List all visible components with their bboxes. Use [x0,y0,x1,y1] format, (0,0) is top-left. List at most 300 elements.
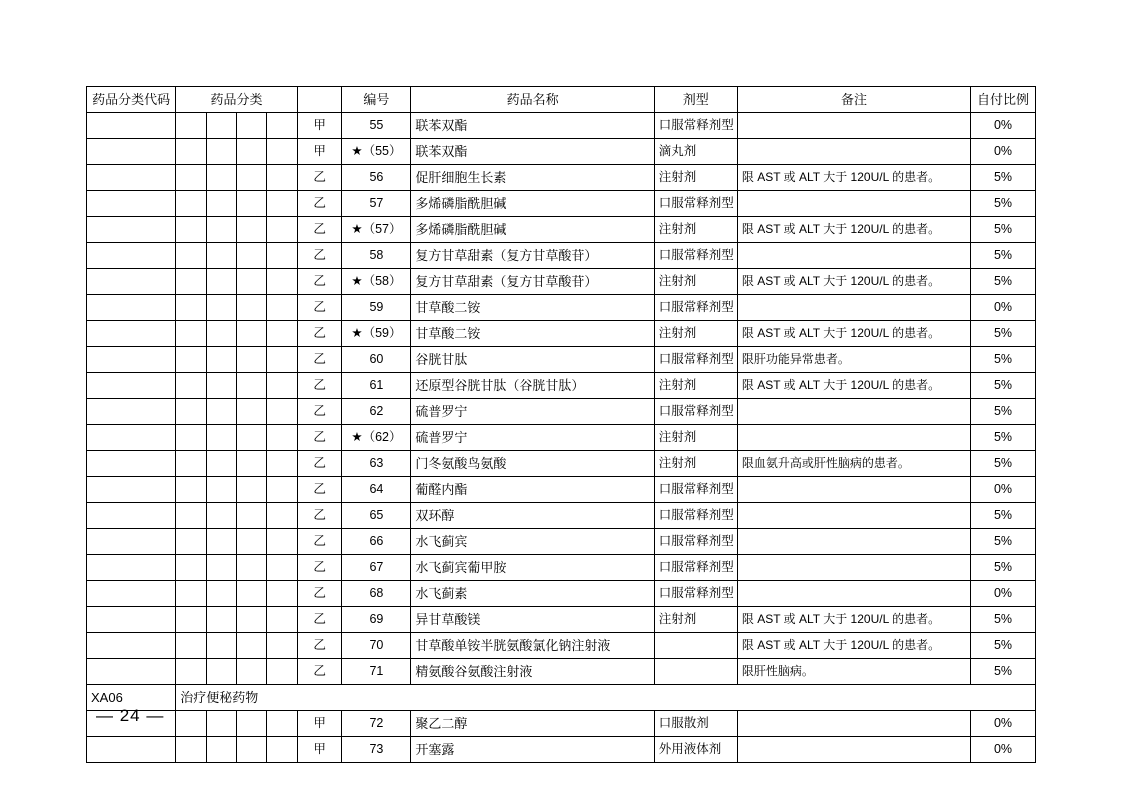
self-pay-ratio-cell: 5% [971,373,1036,399]
self-pay-ratio-cell: 5% [971,321,1036,347]
drug-number-cell: ★（59） [342,321,411,347]
self-pay-ratio-cell: 5% [971,347,1036,373]
self-pay-ratio-cell: 5% [971,451,1036,477]
category-level4-cell [267,425,297,451]
category-code-cell [87,113,176,139]
category-level1-cell [176,711,206,737]
category-level3-cell [237,477,267,503]
table-row [87,659,1036,685]
category-level3-cell [237,425,267,451]
self-pay-ratio-cell: 5% [971,269,1036,295]
drug-number-cell: 73 [342,737,411,763]
table-row [87,113,1036,139]
category-code-cell [87,165,176,191]
drug-name-cell: 多烯磷脂酰胆碱 [411,191,654,217]
category-level1-cell [176,373,206,399]
drug-level-cell: 乙 [297,321,342,347]
dosage-form-cell: 口服常释剂型 [654,243,737,269]
drug-name-cell: 甘草酸二铵 [411,321,654,347]
dosage-form-cell: 注射剂 [654,165,737,191]
category-level2-cell [206,737,236,763]
self-pay-ratio-cell: 5% [971,607,1036,633]
drug-level-cell: 乙 [297,451,342,477]
table-row [87,399,1036,425]
category-level4-cell [267,711,297,737]
dosage-form-cell: 外用液体剂 [654,737,737,763]
header-self-pay-ratio: 自付比例 [971,87,1036,113]
category-level1-cell [176,425,206,451]
drug-level-cell: 乙 [297,191,342,217]
table-row [87,477,1036,503]
category-level3-cell [237,269,267,295]
drug-name-cell: 谷胱甘肽 [411,347,654,373]
category-level2-cell [206,269,236,295]
drug-level-cell: 乙 [297,477,342,503]
table-row [87,217,1036,243]
drug-number-cell: 67 [342,555,411,581]
category-level4-cell [267,607,297,633]
category-level4-cell [267,295,297,321]
header-dosage-form: 剂型 [654,87,737,113]
drug-number-cell: 56 [342,165,411,191]
category-level4-cell [267,191,297,217]
category-code-cell [87,425,176,451]
dosage-form-cell [654,633,737,659]
table-row [87,139,1036,165]
category-level3-cell [237,191,267,217]
drug-level-cell: 乙 [297,243,342,269]
self-pay-ratio-cell: 0% [971,139,1036,165]
category-level1-cell [176,321,206,347]
category-level4-cell [267,373,297,399]
table-row [87,451,1036,477]
drug-name-cell: 水飞蓟素 [411,581,654,607]
drug-name-cell: 精氨酸谷氨酸注射液 [411,659,654,685]
remark-cell [737,191,970,217]
self-pay-ratio-cell: 5% [971,217,1036,243]
category-code-cell [87,737,176,763]
drug-level-cell: 甲 [297,711,342,737]
remark-cell: 限 AST 或 ALT 大于 120U/L 的患者。 [737,633,970,659]
self-pay-ratio-cell: 0% [971,295,1036,321]
category-level2-cell [206,399,236,425]
drug-number-cell: ★（58） [342,269,411,295]
table-row [87,425,1036,451]
drug-level-cell: 甲 [297,737,342,763]
drug-name-cell: 异甘草酸镁 [411,607,654,633]
category-code-cell [87,347,176,373]
drug-level-cell: 乙 [297,633,342,659]
category-level2-cell [206,607,236,633]
table-row [87,373,1036,399]
drug-name-cell: 葡醛内酯 [411,477,654,503]
category-level3-cell [237,607,267,633]
category-level3-cell [237,711,267,737]
drug-catalog-table-wrapper [86,86,1036,763]
category-level3-cell [237,451,267,477]
category-level3-cell [237,217,267,243]
category-level4-cell [267,737,297,763]
self-pay-ratio-cell: 5% [971,165,1036,191]
category-level2-cell [206,347,236,373]
table-row [87,529,1036,555]
drug-level-cell: 甲 [297,139,342,165]
drug-level-cell: 乙 [297,347,342,373]
remark-cell: 限肝性脑病。 [737,659,970,685]
category-code-cell [87,217,176,243]
header-category: 药品分类 [176,87,298,113]
category-code-cell [87,295,176,321]
drug-name-cell: 硫普罗宁 [411,399,654,425]
dosage-form-cell: 口服常释剂型 [654,347,737,373]
drug-number-cell: 64 [342,477,411,503]
category-level2-cell [206,451,236,477]
category-code-cell [87,607,176,633]
category-level1-cell [176,477,206,503]
drug-number-cell: 66 [342,529,411,555]
self-pay-ratio-cell: 0% [971,113,1036,139]
category-code-cell [87,399,176,425]
category-level3-cell [237,321,267,347]
category-level1-cell [176,581,206,607]
category-level2-cell [206,113,236,139]
dosage-form-cell: 口服常释剂型 [654,295,737,321]
drug-name-cell: 水飞蓟宾葡甲胺 [411,555,654,581]
table-row [87,737,1036,763]
drug-level-cell: 乙 [297,503,342,529]
drug-number-cell: 63 [342,451,411,477]
category-level3-cell [237,529,267,555]
dosage-form-cell: 滴丸剂 [654,139,737,165]
category-level1-cell [176,165,206,191]
category-level2-cell [206,425,236,451]
self-pay-ratio-cell: 0% [971,477,1036,503]
drug-level-cell: 乙 [297,295,342,321]
remark-cell: 限 AST 或 ALT 大于 120U/L 的患者。 [737,217,970,243]
remark-cell: 限 AST 或 ALT 大于 120U/L 的患者。 [737,373,970,399]
self-pay-ratio-cell: 0% [971,737,1036,763]
category-level3-cell [237,243,267,269]
table-row [87,711,1036,737]
category-level4-cell [267,633,297,659]
category-level1-cell [176,555,206,581]
drug-level-cell: 乙 [297,217,342,243]
drug-number-cell: 65 [342,503,411,529]
drug-name-cell: 双环醇 [411,503,654,529]
remark-cell [737,477,970,503]
table-row [87,165,1036,191]
category-level4-cell [267,165,297,191]
category-level2-cell [206,191,236,217]
table-row [87,581,1036,607]
drug-level-cell: 乙 [297,607,342,633]
category-level4-cell [267,451,297,477]
self-pay-ratio-cell: 5% [971,529,1036,555]
drug-number-cell: 57 [342,191,411,217]
category-level3-cell [237,555,267,581]
dosage-form-cell: 注射剂 [654,321,737,347]
dosage-form-cell: 口服常释剂型 [654,503,737,529]
dosage-form-cell: 口服常释剂型 [654,113,737,139]
drug-level-cell: 乙 [297,269,342,295]
drug-level-cell: 乙 [297,581,342,607]
category-level3-cell [237,399,267,425]
table-row-category [87,685,1036,711]
category-level2-cell [206,243,236,269]
category-level2-cell [206,477,236,503]
self-pay-ratio-cell: 0% [971,581,1036,607]
remark-cell: 限肝功能异常患者。 [737,347,970,373]
category-level2-cell [206,555,236,581]
header-number: 编号 [342,87,411,113]
category-level2-cell [206,295,236,321]
drug-level-cell: 乙 [297,529,342,555]
category-level1-cell [176,607,206,633]
self-pay-ratio-cell: 5% [971,243,1036,269]
drug-number-cell: 58 [342,243,411,269]
remark-cell [737,503,970,529]
category-level3-cell [237,373,267,399]
category-level2-cell [206,503,236,529]
drug-name-cell: 硫普罗宁 [411,425,654,451]
category-level2-cell [206,581,236,607]
header-remark: 备注 [737,87,970,113]
drug-level-cell: 乙 [297,399,342,425]
table-row [87,555,1036,581]
category-level4-cell [267,529,297,555]
drug-name-cell: 复方甘草甜素（复方甘草酸苷） [411,243,654,269]
table-header [87,87,1036,113]
dosage-form-cell: 口服常释剂型 [654,581,737,607]
table-row [87,243,1036,269]
category-code-cell [87,529,176,555]
drug-name-cell: 水飞蓟宾 [411,529,654,555]
drug-number-cell: 68 [342,581,411,607]
self-pay-ratio-cell: 0% [971,711,1036,737]
dosage-form-cell: 注射剂 [654,217,737,243]
category-level4-cell [267,347,297,373]
drug-level-cell: 乙 [297,165,342,191]
table-header-row [87,87,1036,113]
self-pay-ratio-cell: 5% [971,425,1036,451]
table-row [87,295,1036,321]
drug-name-cell: 开塞露 [411,737,654,763]
page-number: — 24 — [96,706,165,725]
drug-number-cell: 60 [342,347,411,373]
category-level1-cell [176,217,206,243]
dosage-form-cell: 口服常释剂型 [654,529,737,555]
category-level1-cell [176,451,206,477]
header-drug-name: 药品名称 [411,87,654,113]
drug-number-cell: 62 [342,399,411,425]
category-level1-cell [176,243,206,269]
drug-level-cell: 乙 [297,659,342,685]
drug-name-cell: 甘草酸二铵 [411,295,654,321]
category-code-cell [87,633,176,659]
drug-name-cell: 联苯双酯 [411,139,654,165]
category-level2-cell [206,373,236,399]
remark-cell [737,737,970,763]
remark-cell [737,555,970,581]
category-level4-cell [267,477,297,503]
category-level4-cell [267,321,297,347]
category-level3-cell [237,139,267,165]
drug-number-cell: ★（57） [342,217,411,243]
category-code-cell [87,503,176,529]
category-level2-cell [206,217,236,243]
drug-name-cell: 联苯双酯 [411,113,654,139]
self-pay-ratio-cell: 5% [971,399,1036,425]
category-level2-cell [206,321,236,347]
remark-cell [737,113,970,139]
drug-number-cell: ★（62） [342,425,411,451]
category-level1-cell [176,113,206,139]
category-code-cell [87,191,176,217]
remark-cell [737,399,970,425]
drug-number-cell: ★（55） [342,139,411,165]
drug-number-cell: 72 [342,711,411,737]
table-row [87,607,1036,633]
dosage-form-cell: 注射剂 [654,373,737,399]
dosage-form-cell: 口服常释剂型 [654,191,737,217]
remark-cell [737,581,970,607]
table-row [87,633,1036,659]
category-level1-cell [176,269,206,295]
self-pay-ratio-cell: 5% [971,555,1036,581]
dosage-form-cell: 口服散剂 [654,711,737,737]
self-pay-ratio-cell: 5% [971,633,1036,659]
header-category-code: 药品分类代码 [87,87,176,113]
table-row [87,191,1036,217]
remark-cell [737,529,970,555]
category-level1-cell [176,737,206,763]
dosage-form-cell: 注射剂 [654,269,737,295]
category-level1-cell [176,295,206,321]
category-level2-cell [206,165,236,191]
category-level4-cell [267,503,297,529]
category-level4-cell [267,269,297,295]
drug-number-cell: 70 [342,633,411,659]
self-pay-ratio-cell: 5% [971,659,1036,685]
table-body [87,113,1036,763]
dosage-form-cell: 口服常释剂型 [654,555,737,581]
table-row [87,269,1036,295]
remark-cell: 限 AST 或 ALT 大于 120U/L 的患者。 [737,269,970,295]
table-row [87,503,1036,529]
drug-level-cell: 乙 [297,425,342,451]
category-level1-cell [176,659,206,685]
category-level3-cell [237,347,267,373]
category-code-cell [87,659,176,685]
category-level1-cell [176,191,206,217]
header-level [297,87,342,113]
drug-name-cell: 还原型谷胱甘肽（谷胱甘肽） [411,373,654,399]
remark-cell [737,139,970,165]
category-level4-cell [267,581,297,607]
category-level1-cell [176,347,206,373]
category-level3-cell [237,165,267,191]
dosage-form-cell: 注射剂 [654,425,737,451]
drug-number-cell: 61 [342,373,411,399]
category-code-cell [87,321,176,347]
drug-level-cell: 乙 [297,373,342,399]
remark-cell [737,711,970,737]
category-level2-cell [206,633,236,659]
category-code-cell [87,477,176,503]
category-code-cell [87,373,176,399]
drug-number-cell: 71 [342,659,411,685]
category-level4-cell [267,243,297,269]
category-level2-cell [206,139,236,165]
category-level1-cell [176,633,206,659]
remark-cell: 限 AST 或 ALT 大于 120U/L 的患者。 [737,321,970,347]
category-level2-cell [206,659,236,685]
category-level4-cell [267,659,297,685]
drug-name-cell: 多烯磷脂酰胆碱 [411,217,654,243]
dosage-form-cell: 口服常释剂型 [654,399,737,425]
remark-cell [737,295,970,321]
category-level1-cell [176,399,206,425]
drug-name-cell: 聚乙二醇 [411,711,654,737]
remark-cell: 限 AST 或 ALT 大于 120U/L 的患者。 [737,607,970,633]
category-level4-cell [267,217,297,243]
drug-number-cell: 69 [342,607,411,633]
category-code-cell [87,581,176,607]
category-code-cell: XA06 [87,685,176,711]
category-level4-cell [267,139,297,165]
category-code-cell [87,451,176,477]
category-code-cell [87,243,176,269]
drug-level-cell: 乙 [297,555,342,581]
category-level1-cell [176,529,206,555]
dosage-form-cell: 注射剂 [654,451,737,477]
drug-number-cell: 55 [342,113,411,139]
category-level4-cell [267,555,297,581]
category-code-cell [87,555,176,581]
category-level2-cell [206,711,236,737]
category-level3-cell [237,113,267,139]
remark-cell: 限血氨升高或肝性脑病的患者。 [737,451,970,477]
self-pay-ratio-cell: 5% [971,503,1036,529]
category-code-cell [87,269,176,295]
category-level1-cell [176,503,206,529]
category-name-cell: 治疗便秘药物 [176,685,1036,711]
category-level3-cell [237,633,267,659]
table-row [87,321,1036,347]
remark-cell [737,243,970,269]
remark-cell [737,425,970,451]
category-level3-cell [237,737,267,763]
dosage-form-cell [654,659,737,685]
dosage-form-cell: 注射剂 [654,607,737,633]
drug-name-cell: 甘草酸单铵半胱氨酸氯化钠注射液 [411,633,654,659]
remark-cell: 限 AST 或 ALT 大于 120U/L 的患者。 [737,165,970,191]
category-level4-cell [267,399,297,425]
category-level3-cell [237,659,267,685]
category-level4-cell [267,113,297,139]
self-pay-ratio-cell: 5% [971,191,1036,217]
drug-catalog-table [86,86,1036,763]
category-level3-cell [237,295,267,321]
drug-level-cell: 甲 [297,113,342,139]
drug-name-cell: 门冬氨酸鸟氨酸 [411,451,654,477]
table-row [87,347,1036,373]
category-level3-cell [237,503,267,529]
drug-number-cell: 59 [342,295,411,321]
category-level2-cell [206,529,236,555]
drug-name-cell: 复方甘草甜素（复方甘草酸苷） [411,269,654,295]
category-level1-cell [176,139,206,165]
